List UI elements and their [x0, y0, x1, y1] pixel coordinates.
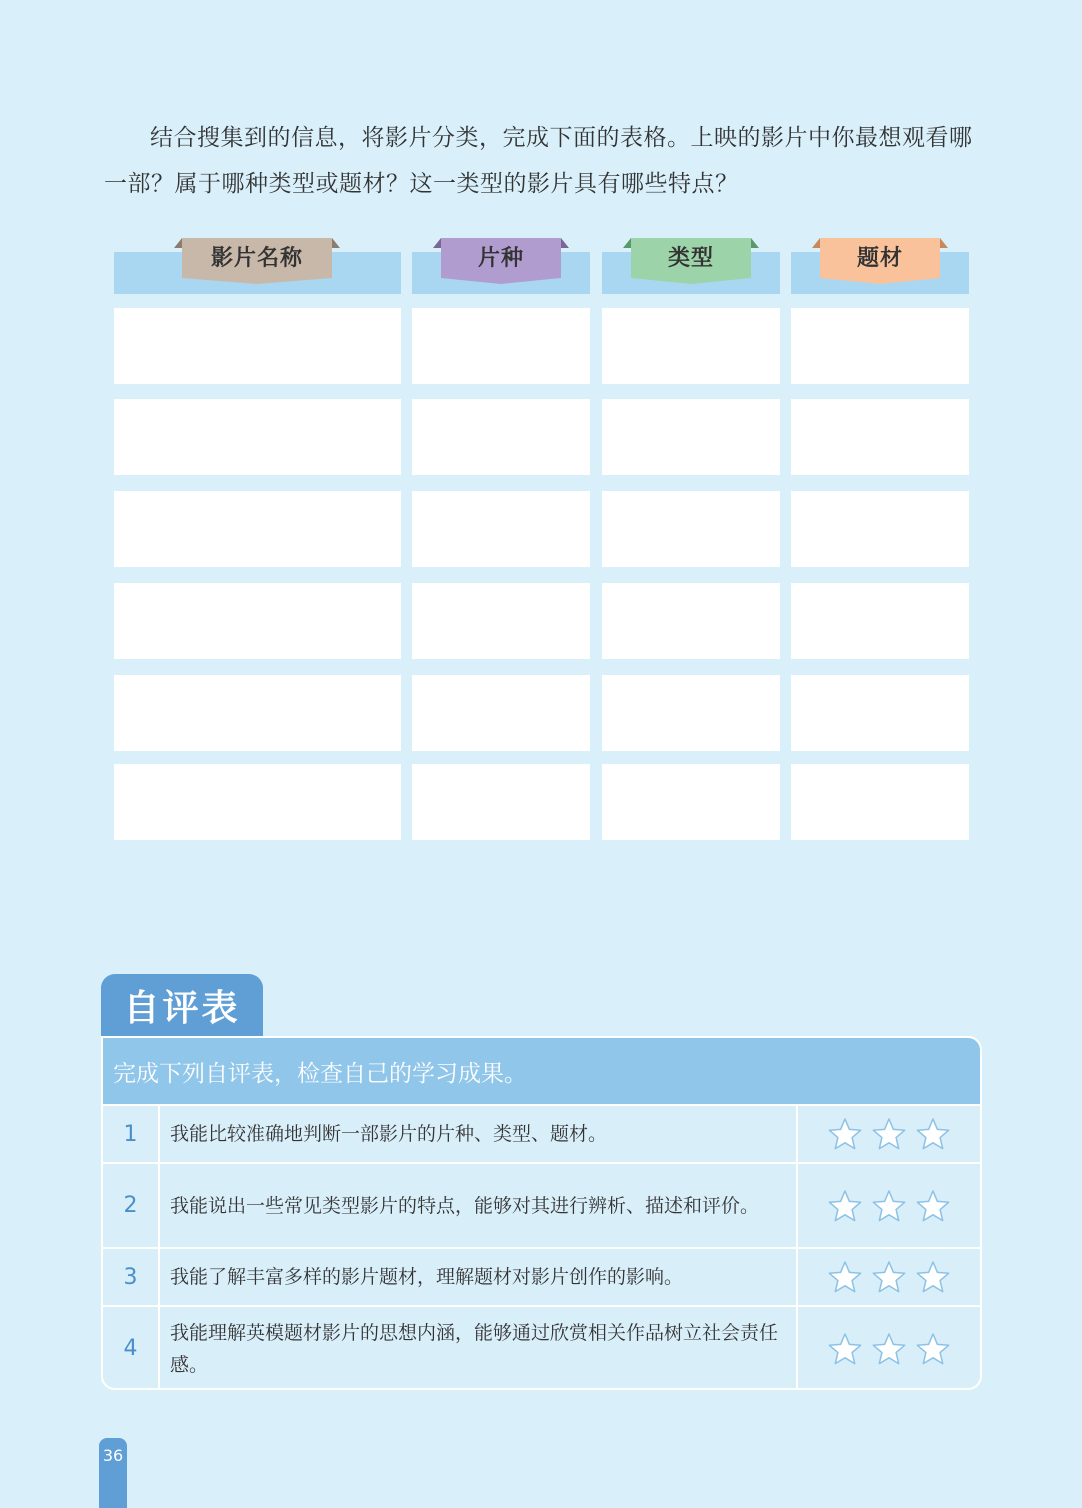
- column-tag: [816, 234, 944, 284]
- star-icon[interactable]: [872, 1260, 906, 1294]
- self-eval-row: [103, 1164, 980, 1249]
- star-icon[interactable]: [828, 1332, 862, 1366]
- row-number: 2: [103, 1164, 160, 1247]
- column-tag: [178, 234, 336, 284]
- table-cell[interactable]: [412, 764, 590, 840]
- page-number: 36: [102, 1446, 124, 1465]
- row-number: 3: [103, 1249, 160, 1305]
- star-icon[interactable]: [872, 1189, 906, 1223]
- star-rating[interactable]: [798, 1164, 980, 1247]
- intro-paragraph: 结合搜集到的信息，将影片分类，完成下面的表格。上映的影片中你最想观看哪一部？属于哪种类型或题材？这一类型的影片具有哪些特点？: [104, 125, 973, 197]
- star-icon[interactable]: [872, 1332, 906, 1366]
- table-cell[interactable]: [791, 491, 969, 567]
- column-tag: [437, 234, 565, 284]
- table-cell[interactable]: [412, 491, 590, 567]
- column-film-name: [114, 226, 401, 846]
- star-icon[interactable]: [916, 1117, 950, 1151]
- table-cell[interactable]: [114, 675, 401, 751]
- table-cell[interactable]: [114, 399, 401, 475]
- star-icon[interactable]: [916, 1260, 950, 1294]
- self-eval-instruction: 完成下列自评表，检查自己的学习成果。: [103, 1038, 980, 1106]
- star-icon[interactable]: [916, 1332, 950, 1366]
- table-cell[interactable]: [602, 675, 780, 751]
- column-label: 题材: [856, 245, 903, 271]
- row-number: 4: [103, 1307, 160, 1390]
- column-subject: [791, 226, 969, 846]
- column-tag: [627, 234, 755, 284]
- column-label: 片种: [477, 245, 524, 271]
- star-icon[interactable]: [916, 1189, 950, 1223]
- table-cell[interactable]: [114, 308, 401, 384]
- self-eval-row: [103, 1106, 980, 1164]
- star-rating[interactable]: [798, 1106, 980, 1162]
- table-cell[interactable]: [602, 308, 780, 384]
- table-cell[interactable]: [114, 491, 401, 567]
- table-cell[interactable]: [791, 399, 969, 475]
- table-cell[interactable]: [114, 583, 401, 659]
- self-eval-table: [101, 1036, 982, 1390]
- table-cell[interactable]: [602, 764, 780, 840]
- row-statement: 我能理解英模题材影片的思想内涵，能够通过欣赏相关作品树立社会责任感。: [160, 1307, 798, 1390]
- table-cell[interactable]: [412, 308, 590, 384]
- table-cell[interactable]: [791, 675, 969, 751]
- row-number: 1: [103, 1106, 160, 1162]
- row-statement: 我能比较准确地判断一部影片的片种、类型、题材。: [160, 1106, 798, 1162]
- row-statement: 我能了解丰富多样的影片题材，理解题材对影片创作的影响。: [160, 1249, 798, 1305]
- table-cell[interactable]: [791, 583, 969, 659]
- star-icon[interactable]: [828, 1260, 862, 1294]
- star-icon[interactable]: [872, 1117, 906, 1151]
- table-cell[interactable]: [791, 764, 969, 840]
- star-icon[interactable]: [828, 1189, 862, 1223]
- page-number-tab: [99, 1438, 127, 1508]
- self-eval-row: [103, 1307, 980, 1390]
- table-cell[interactable]: [602, 491, 780, 567]
- column-film-kind: [412, 226, 590, 846]
- table-cell[interactable]: [412, 675, 590, 751]
- table-cell[interactable]: [412, 399, 590, 475]
- table-cell[interactable]: [602, 583, 780, 659]
- row-statement: 我能说出一些常见类型影片的特点，能够对其进行辨析、描述和评价。: [160, 1164, 798, 1247]
- table-cell[interactable]: [412, 583, 590, 659]
- column-label: 影片名称: [210, 245, 303, 271]
- table-cell[interactable]: [602, 399, 780, 475]
- table-cell[interactable]: [791, 308, 969, 384]
- self-eval-title: 自评表: [101, 974, 263, 1036]
- table-cell[interactable]: [114, 764, 401, 840]
- column-label: 类型: [667, 245, 714, 271]
- star-rating[interactable]: [798, 1307, 980, 1390]
- star-rating[interactable]: [798, 1249, 980, 1305]
- self-eval-row: [103, 1249, 980, 1307]
- classification-table: [114, 226, 970, 846]
- column-genre: [602, 226, 780, 846]
- star-icon[interactable]: [828, 1117, 862, 1151]
